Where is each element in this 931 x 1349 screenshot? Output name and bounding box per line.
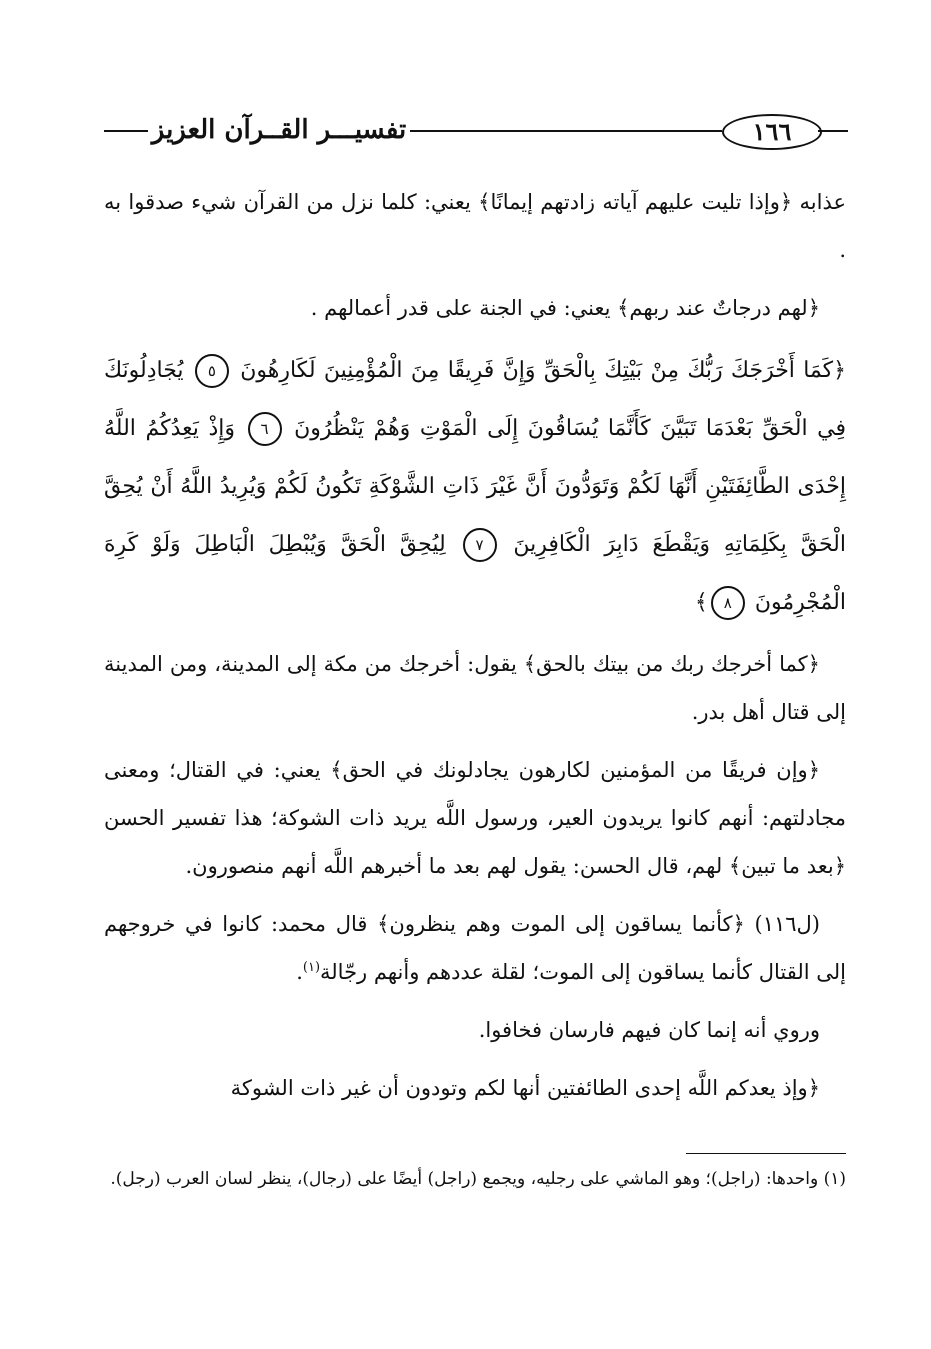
paragraph: وروي أنه إنما كان فيهم فارسان فخافوا. <box>478 1018 820 1042</box>
running-title: تفسيـــر القــرآن العزيز <box>151 115 407 145</box>
page-number: ١٦٦ <box>722 114 822 150</box>
footnote-separator <box>686 1153 846 1154</box>
footnote: (١) واحدها: (راجل)؛ وهو الماشي على رجليه، ويجمع (راجل) أيضًا على (رجال)، ينظر لسان العرب (رجل). <box>110 1169 846 1189</box>
verse-text: يُجَادِلُونَكَ فِي الْحَقِّ بَعْدَمَا تَبَيَّنَ كَأَنَّمَا يُسَاقُونَ إِلَى الْمَوْتِ وَهُمْ يَنْظُرُونَ <box>104 358 846 441</box>
paragraph <box>104 900 846 996</box>
ornate-bracket-close: ﴾ <box>694 590 708 615</box>
ornate-bracket-open: ﴿ <box>833 358 847 383</box>
header-rule-left <box>104 130 148 132</box>
paragraph: ﴿كما أخرجك ربك من بيتك بالحق﴾ يقول: أخرجك من مكة إلى المدينة، ومن المدينة إلى قتال أهل بدر. <box>104 652 846 724</box>
paragraph: ﴿وإذ يعدكم اللَّه إحدى الطائفتين أنها لكم وتودون أن غير ذات الشوكة <box>230 1076 820 1100</box>
header-rule-right <box>818 130 848 132</box>
main-text <box>104 178 846 1122</box>
page-header <box>0 100 931 160</box>
ayah-number-marker: ٦ <box>248 412 282 446</box>
verse-text: لِيُحِقَّ الْحَقَّ وَيُبْطِلَ الْبَاطِلَ وَلَوْ كَرِهَ الْمُجْرِمُونَ <box>104 532 846 615</box>
footnote-reference: (١) <box>302 960 321 975</box>
paragraph-text: (ل١١٦) ﴿كأنما يساقون إلى الموت وهم ينظرون﴾ قال محمد: كانوا في خروجهم إلى القتال كأنما يساقون إلى الموت؛ لقلة عددهم وأنهم رجّالة <box>104 912 846 984</box>
footnotes <box>104 1162 846 1196</box>
header-rule-middle <box>410 130 722 132</box>
verse-text: كَمَا أَخْرَجَكَ رَبُّكَ مِنْ بَيْتِكَ بِالْحَقِّ وَإِنَّ فَرِيقًا مِنَ الْمُؤْمِنِينَ لَكَارِهُونَ <box>240 358 834 383</box>
paragraph: ﴿لهم درجاتٌ عند ربهم﴾ يعني: في الجنة على قدر أعمالهم . <box>310 296 820 320</box>
ayah-number-marker: ٧ <box>463 528 497 562</box>
ayah-number-marker: ٥ <box>195 354 229 388</box>
paragraph-text-end: . <box>296 960 303 984</box>
paragraph: ﴿وإن فريقًا من المؤمنين لكارهون يجادلونك في الحق﴾ يعني: في القتال؛ ومعنى مجادلتهم: أنهم كانوا يريدون العير، ورسول اللَّه يريد ذات الشوكة؛ هذا تفسير الحسن ﴿بعد ما تبين﴾ لهم، قال الحسن: يقول لهم بعد ما أخبرهم اللَّه أنهم منصورون. <box>104 758 846 878</box>
verse-text: وَإِذْ يَعِدُكُمُ اللَّهُ إِحْدَى الطَّائِفَتَيْنِ أَنَّهَا لَكُمْ وَتَوَدُّونَ أَنَّ غَيْرَ ذَاتِ الشَّوْكَةِ تَكُونُ لَكُمْ وَيُرِيدُ اللَّهُ أَنْ يُحِقَّ الْحَقَّ بِكَلِمَاتِهِ وَيَقْطَعَ دَابِرَ الْكَافِرِينَ <box>104 416 846 557</box>
ayah-number-marker: ٨ <box>711 586 745 620</box>
paragraph: عذابه ﴿وإذا تليت عليهم آياته زادتهم إيمانًا﴾ يعني: كلما نزل من القرآن شيء صدقوا به . <box>104 190 846 262</box>
quran-verses-block <box>104 342 846 632</box>
